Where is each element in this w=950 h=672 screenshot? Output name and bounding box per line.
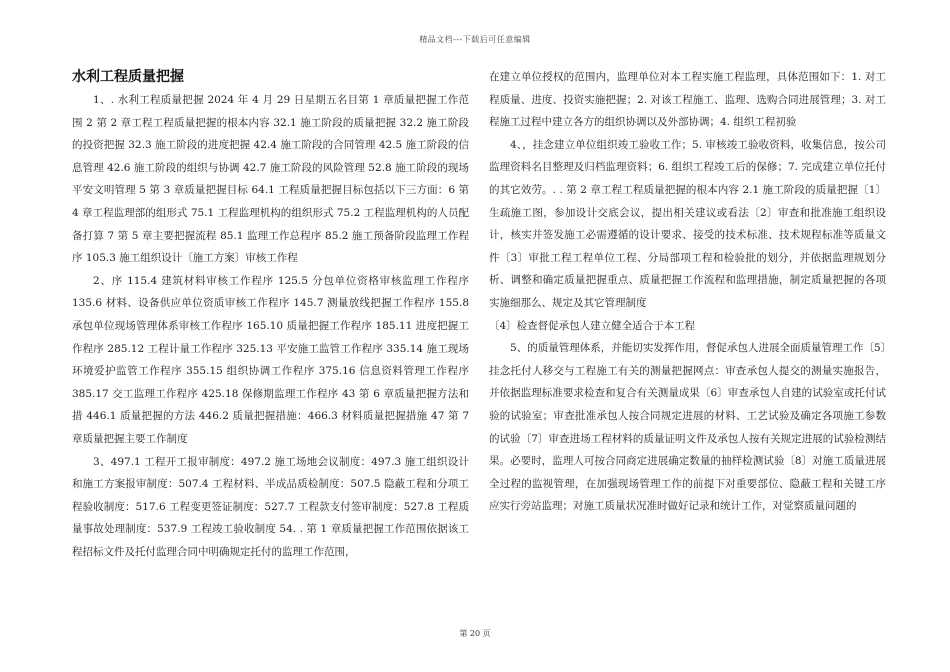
left-column <box>72 66 469 563</box>
paragraph: 4、，挂念建立单位组织竣工验收工作；5. 审核竣工验收资料，收集信息，按公司监理资料名目整理及归档监理资料；6. 组织工程竣工后的保修；7. 完成建立单位托付的其它效劳。. . 第 2 章工程工程质量把握的根本内容 2.1 施工阶段的质量把握〔1〕生疏施工图，参加设计交底会议，提出相关建议或看法〔2〕审查和批准施工组织设计，核实并签发施工必需遵循的设计要求、接受的技术标准、技术规程标准等质量文件〔3〕审批工程工程单位工程、分局部项工程和检验批的划分，并依据监理规划分析、调整和确定质量把握重点、质量把握工作流程和监理措施，制定质量把握的各项实施细那么、规定及其它管理制度 <box>489 138 886 309</box>
paragraph: 〔4〕检查督促承包人建立健全适合于本工程 <box>489 319 696 332</box>
paragraph: 1、. 水利工程质量把握 2024 年 4 月 29 日星期五名目第 1 章质量把握工作范围 2 第 2 章工程工程质量把握的根本内容 32.1 施工阶段的质量把握 32.2 施工阶段的投资把握 32.3 施工阶段的进度把握 42.4 施工阶段的合同管理 42.5 施工阶段的信息管理 42.6 施工阶段的组织与协调 42.7 施工阶段的风险管理 52.8 施工阶段的现场平安文明管理 5 第 3 章质量把握目标 64.1 工程质量把握目标包括以下三方面：6 第 4 章工程监理部的组形式 75.1 工程监理机构的组织形式 75.2 工程监理机构的人员配备打算 7 第 5 章主要把握流程 85.1 监理工作总程序 85.2 施工预备阶段监理工作程序 105.3 施工组织设计〔施工方案〕审核工作程 <box>72 94 469 265</box>
paragraph: 在建立单位授权的范围内，监理单位对本工程实施工程监理，具体范围如下：1. 对工程质量、进度、投资实施把握；2. 对该工程施工、监理、选购合同进展管理；3. 对工程施工过程中建立各方的组织协调以及外部协调；4. 组织工程初验 <box>489 71 886 129</box>
right-column <box>489 66 886 518</box>
page-number: 第 20 页 <box>459 629 491 638</box>
document-title: 水利工程质量把握 <box>72 69 184 85</box>
paragraph: 3、497.1 工程开工报审制度：497.2 施工场地会议制度：497.3 施工组织设计和施工方案报审制度：507.4 工程材料、半成品质检制度：507.5 隐蔽工程和分项工程验收制度：517.6 工程变更签证制度：527.7 工程款支付签审制度：527.8 工程质量事故处理制度：537.9 工程竣工验收制度 54. . 第 1 章质量把握工作范围依据该工程招标文件及托付监理合同中明确规定托付的监理工作范围， <box>72 455 469 558</box>
paragraph: 2、序 115.4 建筑材料审核工作程序 125.5 分包单位资格审核监理工作程序 135.6 材料、设备供应单位资质审核工作程序 145.7 测量放线把握工作程序 155.8 承包单位现场管理体系审核工作程序 165.10 质量把握工作程序 185.11 进度把握工作程序 285.12 工程计量工作程序 325.13 平安施工监管工作程序 335.14 施工现场环境爱护监管工作程序 355.15 组织协调工作程序 375.16 信息资料管理工作程序 385.17 交工监理工作程序 425.18 保修期监理工作程序 43 第 6 章质量把握方法和措 446.1 质量把握的方法 446.2 质量把握措施：466.3 材料质量把握措施 47 第 7 章质量把握主要工作制度 <box>72 274 469 445</box>
paragraph: 5、的质量管理体系，并能切实发挥作用，督促承包人进展全面质量管理工作〔5〕挂念托付人移交与工程施工有关的测量把握网点：审查承包人提交的测量实施报告，并依据监理标准要求检查和复合有关测量成果〔6〕审查承包人自建的试验室或托付试验的试验室；审查批准承包人按合同规定进展的材料、工艺试验及确定各项施工参数的试验〔7〕审查进场工程材料的质量证明文件及承包人按有关规定进展的试验检测结果。必要时，监理人可按合同商定进展确定数量的抽样检测试验〔8〕对施工质量进展全过程的监视管理，在加强现场管理工作的前提下对重要部位、隐蔽工程和关键工序应实行旁站监理；对施工质量状况准时做好记录和统计工作，对觉察质量问题的 <box>489 342 886 513</box>
page-header: 精品文档---下载后可任意编辑 <box>419 35 531 44</box>
